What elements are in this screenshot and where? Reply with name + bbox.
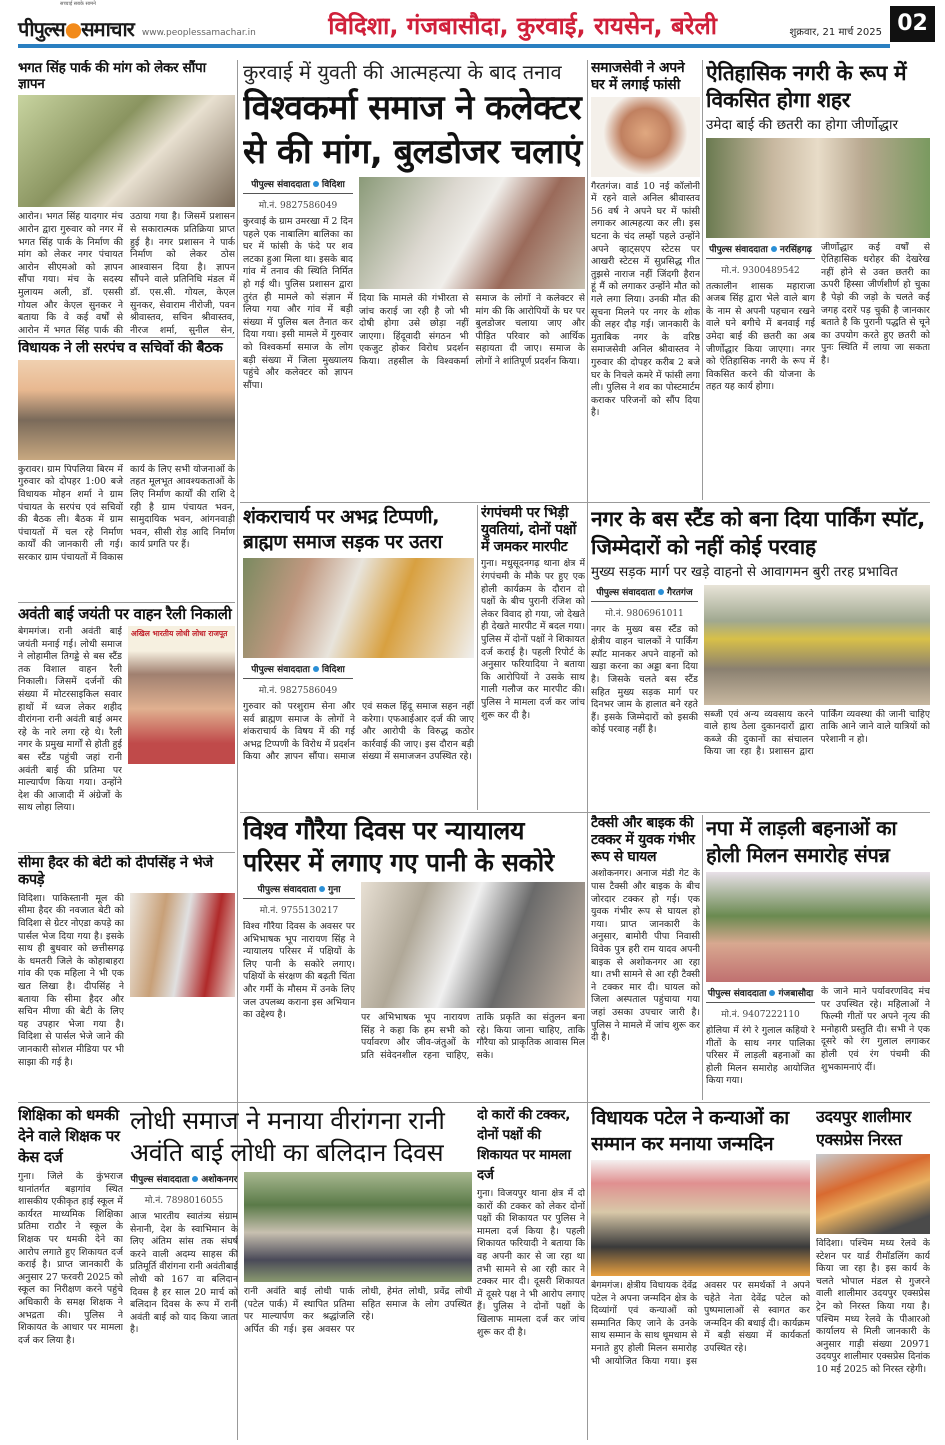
byline-phone: मो.नं. 9827586049 [258,201,338,211]
byline [591,585,698,619]
photo [706,138,930,238]
article-body: गुना। मधुसूदनगढ़ थाना क्षेत्र में रंगपंचमी के मौके पर हुए एक होली कार्यक्रम के दौरान दो पक्षों के बीच पुरानी रंजिश को लेकर विवाद हो गया, जो देखते ही देखते मारपीट में बदल गया। पुलिस में दोनों पक्षों ने शिकायत दर्ज कराई है। पहली रिपोर्ट के अनुसार फरियादिया ने बताया कि आरोपियों ने उसके साथ गाली गलौज कर मारपीट की। पुलिस ने मामला दर्ज कर जांच शुरू कर दी है। [481,558,585,721]
byline-label: पीपुल्स संवाददाता [130,1175,190,1185]
byline-label: पीपुल्स संवाददाता [709,244,768,255]
byline-label: पीपुल्स संवाददाता [596,587,656,598]
dot-icon [658,589,664,595]
byline-label: पीपुल्स संवाददाता [707,989,767,999]
article-ladli-behna-holi [706,815,930,1100]
byline [706,986,815,1020]
byline-label: पीपुल्स संवाददाता [251,180,310,190]
headline: शंकराचार्य पर अभद्र टिप्पणी, ब्राह्मण समाज सड़क पर उतरा [243,506,443,553]
article-body: गुना। विजयपुर थाना क्षेत्र में दो कारों की टक्कर को लेकर दोनों पक्षों की शिकायत पर पुलिस ने मामला दर्ज किया है। पहली शिकायत फरियादी ने बताया कि वह अपनी कार से जा रहा था तभी सामने से आ रही कार ने टक्कर मार दी। दूसरी शिकायत में दूसरे पक्ष ने भी आरोप लगाए हैं। पुलिस ने दोनों पक्षों के खिलाफ मामला दर्ज कर जांच शुरू कर दी है। [477,1188,585,1338]
divider [477,505,478,810]
portrait-photo [591,97,700,177]
headline: विश्व गौरैया दिवस पर न्यायालय परिसर में लगाए गए पानी के सकोरे [243,816,554,877]
article-body: गुना। जिले के कुंभराज थानांतर्गत बड़ागांव स्थित शासकीय एकीकृत हाई स्कूल में कार्यरत माध्यमिक शिक्षिका प्रतिमा राठौर ने स्कूल के शिक्षक पर धमकी देने का आरोप लगाते हुए शिकायत दर्ज कराई है। प्राप्त जानकारी के अनुसार 27 फरवरी 2025 को स्कूल का निरीक्षण करने पहुंचे अधिकारी के समक्ष शिक्षक ने अभद्रता की। पुलिस ने शिकायत के आधार पर मामला दर्ज कर लिया है। [18,1171,123,1346]
headline: अवंती बाई जयंती पर वाहन रैली निकाली [18,605,232,623]
headline: नपा में लाड़ली बहनाओं का होली मिलन समारोह संपन्न [706,816,897,867]
headline: भगत सिंह पार्क की मांग को लेकर सौंपा ज्ञापन [18,60,206,93]
logo-part: समाचार [81,17,134,41]
headline: टैक्सी और बाइक की टक्कर में युवक गंभीर रूप से घायल [591,815,695,865]
article-vishwakarma-samaj [243,60,585,500]
headline: समाजसेवी ने अपने घर में लगाई फांसी [591,60,685,93]
article-body: विदिशा। पाकिस्तानी मूल की सीमा हैदर की नवजात बेटी को विदिशा से ग्रेटर नोएडा कपड़े का पार्सल भेज दिया गया है। इसके साथ ही बुधवार को छत्तीसगढ़ के धमतरी जिले के कोहाबाहरा गांव की एक महिला ने भी एक खत लिखा है। दीपसिंह ने बताया कि सीमा हैदर और सचिन मीणा की बेटी के लिए यह उपहार भेजा गया है। विदिशा से पार्सल भेजे जाने की जानकारी सोशल मीडिया पर भी साझा की गई है। [18,892,124,1068]
divider [240,812,930,813]
article-body: पर अभिभाषक भूप नारायण सिंह ने कहा कि हम सभी को पर्यावरण और जीव-जंतुओं के प्रति संवेदनशील रहना चाहिए, ताकि प्रकृति का संतुलन बना रहे। किया जाना चाहिए, ताकि गौरैया को प्राकृतिक आवास मिल सके। [361,1012,585,1061]
article-body: होलिया में रंगे रे गुलाल कहियो रे गीतों के साथ नगर पालिका परिसर में लाड़ली बहनाओं का होली मिलन समारोह आयोजित किया गया। [706,1025,815,1087]
article-content [243,882,585,1100]
headline: लोधी समाज ने मनाया वीरांगना रानी अवंति बाई लोधी का बलिदान दिवस [130,1106,445,1167]
article-avanti-bai-rally [18,605,235,850]
article-content [130,1172,472,1443]
article-teacher-threat [18,1105,123,1443]
subhead: मुख्य सड़क मार्ग पर खड़े वाहनो से आवागमन बुरी तरह प्रभावित [591,564,898,580]
kicker: कुरवाई में युवती की आत्महत्या के बाद तनाव [243,60,562,84]
article-two-cars-collision [477,1105,585,1443]
byline-place: अशोकनगर [201,1175,238,1185]
photo [704,585,930,705]
photo [18,95,235,207]
article-body: आरोन। भगत सिंह यादगार मंच आरोन द्वारा गुरुवार को नगर में भगत सिंह पार्क के निर्माण की मांग को लेकर नगर पंचायत आरोन सीएमओ को ज्ञापन सौंपा गया। मंच के सदस्य मुलायम अली, डॉ. एससी गोयल और केएल सुनकर ने बताया कि वे कई वर्षों से आरोन में भगत सिंह पार्क की उठाया गया है। जिसमें प्रशासन से सकारात्मक प्रतिक्रिया प्राप्त हुई है। नगर प्रशासन ने पार्क निर्माण को लेकर ठोस आश्वासन दिया है। ज्ञापन सौंपने वाले प्रतिनिधि मंडल में डॉ. एस.सी. गोयल, केएल सुनकर, सेवाराम नीरोजी, पवन श्रीवास्तव, सचिन श्रीवास्तव, नीरज शर्मा, सुनील सेन, [18,211,235,335]
article-mla-meeting [18,340,235,600]
article-mla-patel-birthday [591,1105,810,1443]
byline-label: पीपुल्स संवाददाता [251,665,310,675]
article-body: अशोकनगर। अनाज मंडी गेट के पास टैक्सी और बाइक के बीच जोरदार टक्कर हो गई। एक युवक गंभीर रूप से घायल हो गया। प्राप्त जानकारी के अनुसार, बामोरी पीपा निवासी विवेक पुत्र हरी राम यादव अपनी बाइक से अशोकनगर आ रहा था। तभी सामने से आ रही टैक्सी ने टक्कर मार दी। घायल को जिला अस्पताल पहुंचाया गया जहां उसका उपचार जारी है। पुलिस ने मामले में जांच शुरू कर दी है। [591,868,700,1044]
article-lodhi-samaj [130,1105,472,1443]
article-seema-haider [18,855,235,1100]
logo-part: पीपुल्स [18,17,65,41]
headline: शिक्षिका को धमकी देने वाले शिक्षक पर केस दर्ज [18,1106,120,1166]
article-content [18,893,235,1100]
article-body: बेगमगंज। क्षेत्रीय विधायक देवेंद्र पटेल ने अपना जन्मदिन क्षेत्र के दिव्यांगों एवं कन्याओं को सम्मानित किए जाने के उनके साथ सम्मान के साथ धूमधाम से मनाते हुए होली मिलन समारोह भी आयोजित किया गया। इस अवसर पर समर्थकों ने अपने चहेते नेता देवेंद्र पटेल को पुष्पमालाओं से स्वागत कर जन्मदिन की बधाई दी। कार्यक्रम में बड़ी संख्या में कार्यकर्ता उपस्थित रहे। [591,1280,810,1367]
dot-icon [771,246,777,252]
issue-date: शुक्रवार, 21 मार्च 2025 [789,27,882,38]
edition-title: विदिशा, गंजबासौदा, कुरवाई, रायसेन, बरेली [328,11,717,40]
article-taxi-bike-accident [591,815,700,1100]
article-body: रानी अवंति बाई लोधी पार्क (पटेल पार्क) में स्थापित प्रतिमा पर माल्यार्पण कर श्रद्धांजलि अर्पित की गई। इस अवसर पर लोधी, हेमंत लोधी, प्रवेंद्र लोधी सहित समाज के लोग उपस्थित रहे। [244,1286,472,1335]
dot-icon [192,1176,198,1182]
logo-dot-icon: ● [64,17,82,41]
article-body: आज भारतीय स्वातंत्र्य संग्राम सेनानी, देश के स्वाभिमान के लिए अंतिम सांस तक संघर्ष करने वाली अदम्य साहस की प्रतिमूर्ति वीरांगना रानी अवंतीबाई लोधी को 167 वा बलिदान दिवस है हर साल 20 मार्च को बलिदान दिवस के रूप में रानी अवंती बाई को याद किया जाता है। [130,1211,238,1336]
byline [130,1172,238,1206]
headline: दो कारों की टक्कर, दोनों पक्षों की शिकायत पर मामला दर्ज [477,1107,571,1183]
byline [243,662,353,696]
byline-place: गंजबासौदा [778,989,814,999]
article-sparrow-day [243,815,585,1100]
byline-phone: मो.नं. 9827586049 [258,686,338,696]
article-body: कुरावर। ग्राम पिपलिया बिरम में गुरुवार को दोपहर 1:00 बजे विधायक मोहन शर्मा ने ग्राम पंचायत के सरपंच एवं सचिवों की बैठक ली। बैठक में ग्राम पंचायतों में चल रहे निर्माण कार्यों की जानकारी ली गई। सरकार ग्राम पंचायतों में विकास कार्य के लिए सभी योजनाओं के तहत मूलभूत आवश्यकताओं के लिए निर्माण कार्यों की राशि दे रही है ग्राम पंचायत भवन, सामुदायिक भवन, आंगनवाड़ी भवन, सीसी रोड़ आदि निर्माण कार्य प्रगति पर हैं। [18,463,235,563]
train-photo [816,1154,930,1234]
article-body: सब्जी एवं अन्य व्यवसाय करने वाले हाथ ठेला दुकानदारों द्वारा कब्जे की दुकानों का संचालन किया जा रहा है। प्रशासन द्वारा पार्किंग व्यवस्था की जानी चाहिए ताकि आने जाने वाले यात्रियों को परेशानी न हो। [704,708,930,758]
byline-place: गुना [328,885,341,895]
headline: विधायक ने ली सरपंच व सचिवों की बैठक [18,340,223,356]
photo [18,360,235,460]
byline [706,242,815,276]
article-body: नगर के मुख्य बस स्टैंड को क्षेत्रीय वाहन चालकों ने पार्किंग स्पॉट मानकर अपने वाहनों को खड़ा करना का अड्डा बना दिया है। जिसके चलते बस स्टैंड सहित मुख्य सड़क मार्ग पर दिनभर जाम के हालात बने रहते हैं। इसके जिम्मेदारों को इसकी कोई परवाह नहीं है। [591,623,698,736]
divider [18,1102,930,1103]
article-bus-stand-parking [591,505,930,810]
byline-place: गैरतगंज [667,587,693,598]
byline [243,882,355,916]
article-shankaracharya-protest [243,505,474,810]
article-body: गुरुवार को परशुराम सेना और सर्व ब्राह्मण समाज के लोगों ने शंकराचार्य के विषय में की गई अभद्र टिप्पणी के विरोध में प्रदर्शन किया और ज्ञापन सौंपा। समाज एवं सकल हिंदू समाज सहन नहीं करेगा। एफआईआर दर्ज की जाए और आरोपी के विरुद्ध कठोर कार्रवाई की जाए। इस दौरान बड़ी संख्या में समाजजन उपस्थित रहे। [243,701,474,763]
dot-icon [769,990,775,996]
photo [243,558,474,658]
photo [130,893,235,997]
divider [702,60,703,500]
article-body: तत्कालीन शासक महाराजा अजब सिंह द्वारा भेले वाले बाग के नाम से अपनी पहचान रखने वाले घने बगीचे में बनवाई गई उमेदा बाई की छतरी का अब जीर्णोद्धार किया जाएगा। नगर को ऐतिहासिक नगरी के रूप में विकसित करने की योजना के तहत यह कार्य होगा। [706,280,815,393]
masthead-rule [18,44,890,48]
byline-phone: मो.नं. 9407222110 [721,1010,800,1020]
newspaper-logo [18,16,134,42]
divider [587,60,588,1440]
article-historic-city [706,60,930,500]
photo-banner-text: अखिल भारतीय लोधी लोधा राजपूत [131,629,228,638]
byline-place: नरसिंहगढ़ [779,244,812,255]
article-bhagat-singh-park [18,60,235,335]
article-body: बेगमगंज। रानी अवंती बाई जयंती मनाई गई। लोधी समाज ने लोहामील तिगड्डे से बस स्टैंड तक विशाल वाहन रैली निकाली। जिसमें दर्जनों की संख्या में मोटरसाइकिल सवार हाथों में ध्वज लेकर शहीद वीरांगना रानी अवंती बाई अमर रहे के नारे लगा रहे थे। रैली नगर के प्रमुख मार्गों से होती हुई बस स्टैंड पहुंची जहां रानी अवंती बाई की प्रतिमा पर माल्यार्पण किया गया। उन्होंने देश की आजादी में अंग्रेजों के साथ लोहा लिया। [18,626,122,814]
divider [18,852,235,853]
article-body: दिया कि मामले की गंभीरता से जांच कराई जा रही है जो भी दोषी होगा उसे छोड़ा नहीं जाएगा। हिंदूवादी संगठन भी एकजुट होकर विरोध प्रदर्शन किया। तहसील के विश्वकर्मा समाज के लोगों ने कलेक्टर से मांग की कि आरोपियों के घर पर बुलडोजर चलाया जाए और पीड़ित परिवार को आर्थिक सहायता दी जाए। समाज के लोगों ने शांतिपूर्ण प्रदर्शन किया। [359,293,585,367]
headline: रंगपंचमी पर भिड़ी युवतियां, दोनों पक्षों में जमकर मारपीट [481,505,577,555]
headline: नगर के बस स्टैंड को बना दिया पार्किंग स्पॉट, जिम्मेदारों को नहीं कोई परवाह [591,507,925,559]
article-content [706,242,930,500]
article-content [706,986,930,1100]
byline-phone: मो.नं. 9300489542 [721,265,800,276]
article-body: विदिशा। पश्चिम मध्य रेलवे के स्टेशन पर यार्ड रीमॉडलिंग कार्य किया जा रहा है। इस कार्य के चलते भोपाल मंडल से गुजरने वाली शालीमार उदयपुर एक्सप्रेस ट्रेन को निरस्त किया गया है। पश्चिम मध्य रेलवे के पीआरओ कार्यालय से मिली जानकारी के अनुसार गाड़ी संख्या 20971 उदयपुर शालीमार एक्सप्रेस दिनांक 10 मई 2025 को निरस्त रहेगी। [816,1238,930,1375]
headline: उदयपुर शालीमार एक्सप्रेस निरस्त [816,1107,912,1149]
website-url[interactable]: www.peoplessamachar.in [141,28,256,38]
article-social-worker-suicide [591,60,700,500]
photo [244,1172,472,1282]
page-number: 02 [890,6,935,42]
byline-label: पीपुल्स संवाददाता [257,885,317,895]
article-rangpanchami-fight [481,505,585,810]
article-body: जीर्णोद्धार कई वर्षों से ऐतिहासिक धरोहर की देखरेख नहीं होने से उक्त छतरी का ऊपरी हिस्सा जीर्णशीर्ण हो चुका है पेड़ो की जड़ो के चलते कई जगह दरारें पड़ चुकी है जानकार बताते है कि पुरानी पद्धति से चूने का उपयोग करते हुए छतरी को पुनः स्थिति में लाया जा सकता है। [821,241,930,366]
photo [591,1160,810,1276]
headline: ऐतिहासिक नगरी के रूप में विकसित होगा शहर [706,61,907,112]
subhead: उमेदा बाई की छतरी का होगा जीर्णोद्धार [706,117,898,133]
byline-phone: मो.नं. 9755130217 [259,906,339,916]
dot-icon [319,886,325,892]
divider [240,502,930,503]
byline [243,177,353,211]
byline-phone: मो.नं. 9806961011 [605,608,684,619]
divider [18,337,235,338]
article-body: के जाने माने पर्यावरणविद मंच पर उपस्थित रहे। महिलाओं ने फिल्मी गीतों पर अपने नृत्य की मनोहारी प्रस्तुति दी। सभी ने एक दूसरे को रंग गुलाल लगाकर होली एवं रंग पंचमी की शुभकामनाएं दीं। [821,986,930,1073]
article-train-cancelled [816,1105,930,1443]
article-content [243,177,585,500]
masthead-row [18,6,935,42]
byline-phone: मो.नं. 7898016055 [144,1196,224,1206]
divider [18,602,235,603]
article-content [591,585,930,810]
headline: विश्वकर्मा समाज ने कलेक्टर से की मांग, बुलडोजर चलाएं [243,88,582,172]
byline-place: विदिशा [321,180,345,190]
masthead [0,0,945,52]
article-body: विश्व गौरैया दिवस के अवसर पर अभिभाषक भूप नारायण सिंह ने न्यायालय परिसर में पक्षियों के लिए पानी के सकोरे लगाए। पक्षियों के संरक्षण की बढ़ती चिंता और गर्मी के मौसम में उनके लिए जल उपलब्ध कराना इस अभियान का उद्देश्य है। [243,921,355,1021]
headline: विधायक पटेल ने कन्याओं का सम्मान कर मनाया जन्मदिन [591,1107,789,1155]
byline-place: विदिशा [321,665,345,675]
dot-icon [313,666,319,672]
article-body: गैरतगंज। वार्ड 10 नई कॉलोनी में रहने वाले अनिल श्रीवास्तव 56 वर्ष ने अपने घर में फांसी लगाकर आत्महत्या कर ली। इस घटना के चंद लम्हों पहले उन्होंने अपने व्हाट्सएप स्टेटस पर आखरी स्टेटस में सुप्रसिद्ध गीत तुझसे नाराज नहीं जिंदगी हैरान हूं मैं को लगाकर उन्होंने मौत को गले लगा लिया। उनकी मौत की सूचना मिलने पर नगर के शोक की लहर दौड़ गई। जानकारी के मुताबिक नगर के वरिष्ठ समाजसेवी अनिल श्रीवास्तव ने गुरुवार की दोपहर करीब 2 बजे घर के निचले कमरे में फांसी लगा ली। पुलिस ने शव का पोस्टमार्टम कराकर परिजनों को सौंप दिया है। [591,180,700,419]
article-body: कुरवाई के ग्राम उमरखा में 2 दिन पहले एक नाबालिग बालिका का घर में फांसी के फंदे पर शव लटका हुआ मिला था। इसके बाद गांव में तनाव की स्थिति निर्मित हो गई थी। पुलिस प्रशासन द्वारा तुरंत ही मामले को संज्ञान में लिया गया और गांव में बड़ी संख्या में पुलिस बल तैनात कर दिया गया। इसी मामले में गुरुवार को विश्वकर्मा समाज के लोग बड़ी संख्या में जिला मुख्यालय पहुंचे और कलेक्टर को ज्ञापन सौंपा। [243,216,353,391]
divider [702,815,703,1100]
photo [128,626,235,764]
headline: सीमा हैदर की बेटी को दीपसिंह ने भेजे कपड़े [18,855,213,889]
photo [359,177,585,289]
photo [361,882,585,1008]
masthead-tagline: सच्चाई सबके सामने [60,1,96,7]
article-content [18,626,235,850]
photo [706,872,930,982]
dot-icon [313,181,319,187]
